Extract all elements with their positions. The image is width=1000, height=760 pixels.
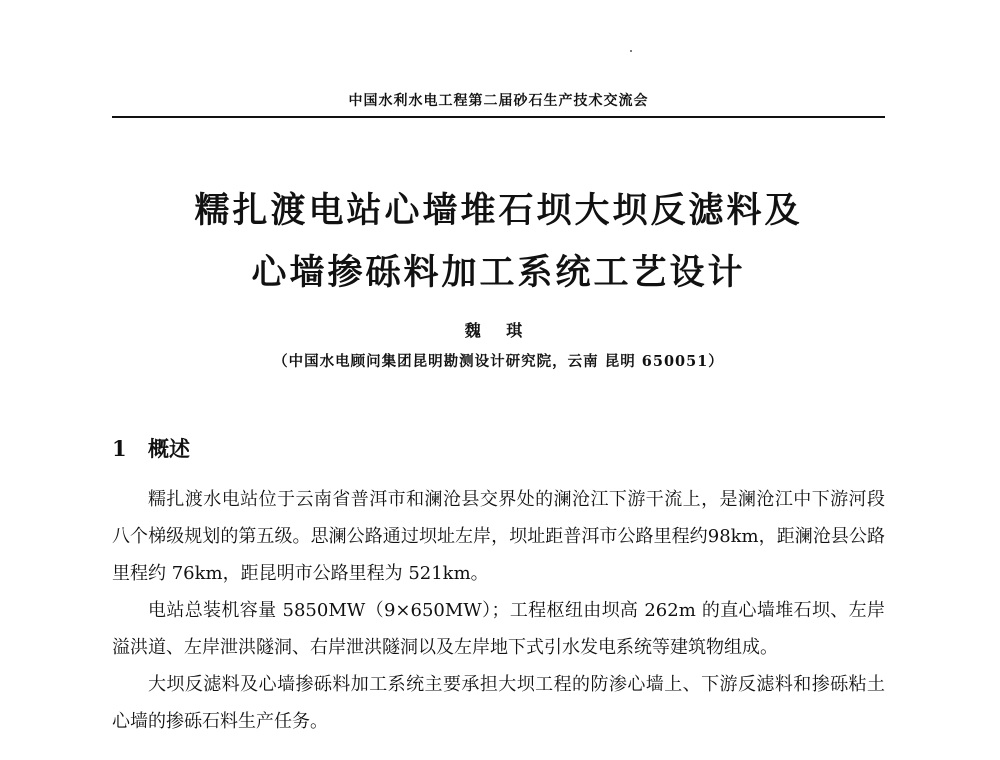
paragraph-3: 大坝反滤料及心墙掺砾料加工系统主要承担大坝工程的防渗心墙上、下游反滤料和掺砾粘土心墙的掺砾石料生产任务。 [112,674,885,732]
paper-title-line-2: 心墙掺砾料加工系统工艺设计 [251,253,746,293]
section-body [112,481,885,740]
section-heading [112,433,190,463]
section-title: 概述 [148,436,190,461]
paper-title-line-1: 糯扎渡电站心墙堆石坝大坝反滤料及 [194,191,803,231]
section-number: 1 [112,436,127,461]
paragraph-2: 电站总装机容量 5850MW（9×650MW）；工程枢纽由坝高 262m 的直心墙堆石坝、左岸溢洪道、左岸泄洪隧洞、右岸泄洪隧洞以及左岸地下式引水发电系统等建筑物组成。 [112,600,885,658]
running-header: 中国水利水电工程第二届砂石生产技术交流会 [348,93,649,109]
paragraph-1: 糯扎渡水电站位于云南省普洱市和澜沧县交界处的澜沧江下游干流上，是澜沧江中下游河段八个梯级规划的第五级。思澜公路通过坝址左岸，坝址距普洱市公路里程约98km，距澜沧县公路里程约 76km，距昆明市公路里程为 521km。 [112,489,885,584]
author-name: 魏 琪 [464,321,533,340]
header-rule [112,116,885,118]
scan-speck [630,50,632,52]
author-affiliation: （中国水电顾问集团昆明勘测设计研究院，云南 昆明 650051） [273,353,724,370]
